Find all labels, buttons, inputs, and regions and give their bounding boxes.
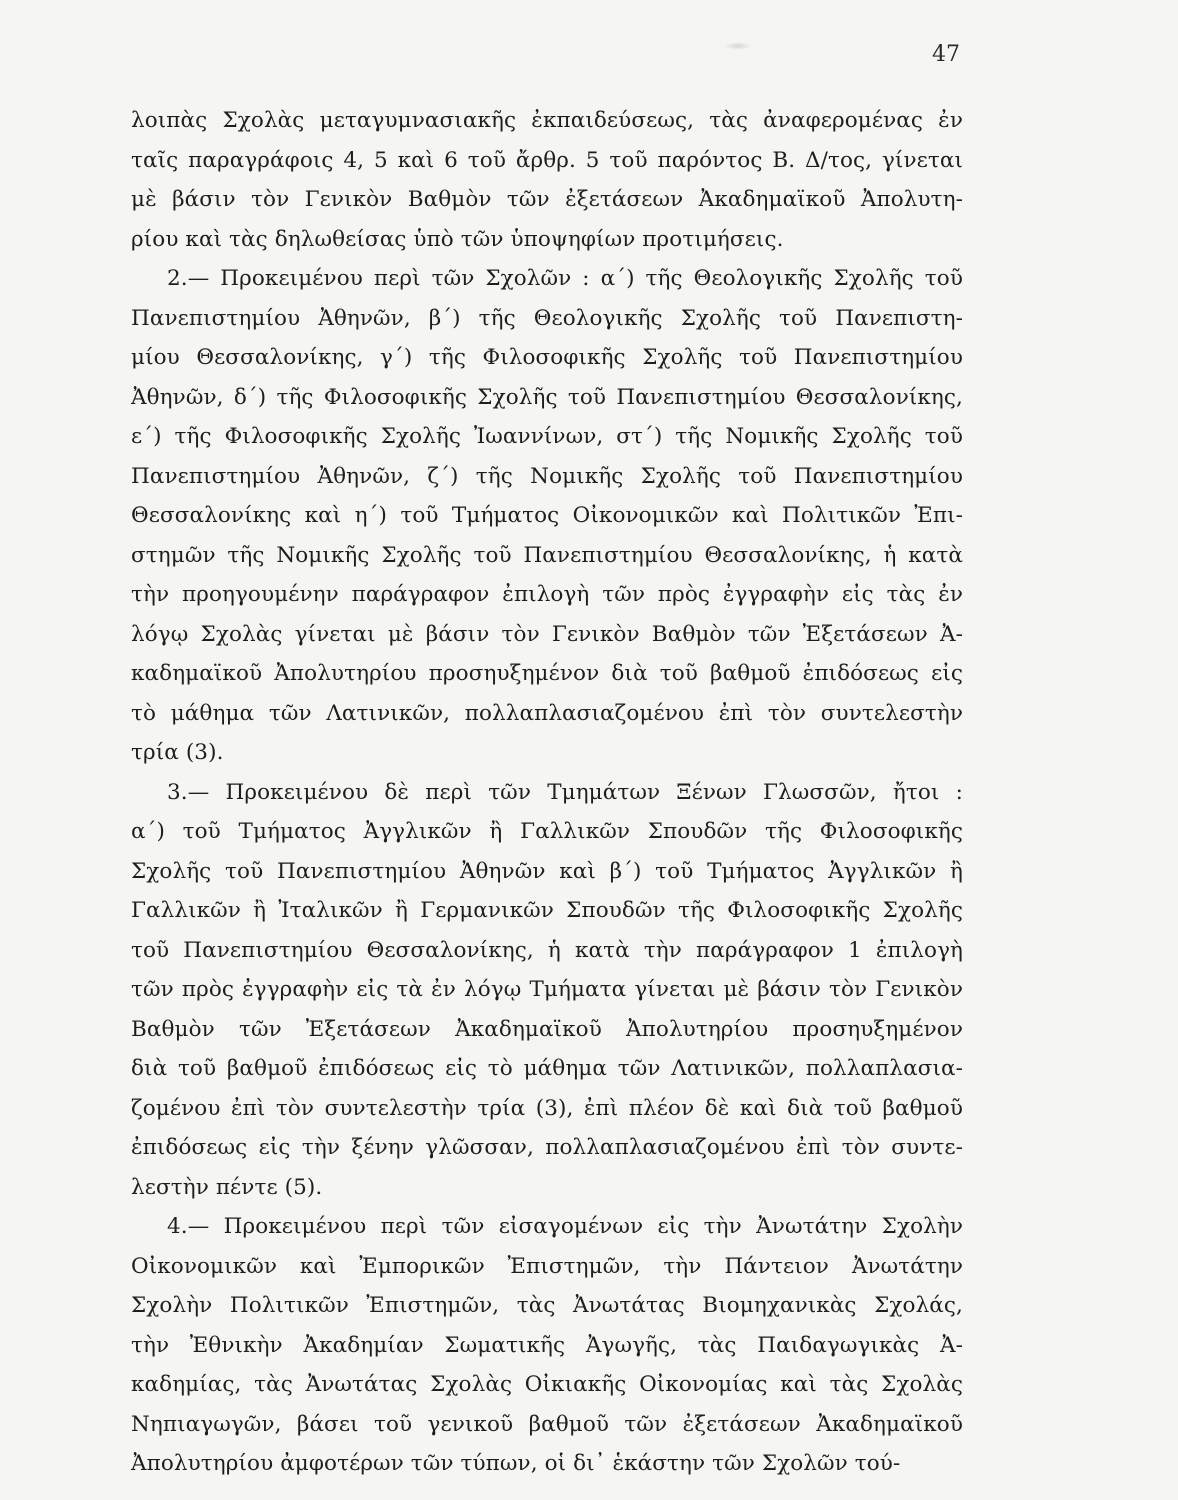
text-line: λεστὴν πέντε (5). bbox=[131, 1174, 323, 1200]
text-line: Νηπιαγωγῶν, βάσει τοῦ γενικοῦ βαθμοῦ τῶν ἐξετάσεων Ἀκαδημαϊκοῦ bbox=[131, 1411, 963, 1437]
text-line: τοῦ Πανεπιστημίου Θεσσαλονίκης, ἡ κατὰ τὴν παράγραφον 1 ἐπιλογὴ bbox=[131, 937, 963, 963]
paragraph-3 bbox=[131, 773, 963, 1208]
text-line: στημῶν τῆς Νομικῆς Σχολῆς τοῦ Πανεπιστημίου Θεσσαλονίκης, ἡ κατὰ bbox=[131, 542, 963, 568]
text-line: ζομένου ἐπὶ τὸν συντελεστὴν τρία (3), ἐπὶ πλέον δὲ καὶ διὰ τοῦ βαθμοῦ bbox=[131, 1095, 963, 1121]
text-line: λοιπὰς Σχολὰς μεταγυμνασιακῆς ἐκπαιδεύσεως, τὰς ἀναφερομένας ἐν bbox=[131, 108, 963, 133]
text-line: 3.— Προκειμένου δὲ περὶ τῶν Τμημάτων Ξένων Γλωσσῶν, ἤτοι : bbox=[167, 779, 963, 805]
text-line: Οἰκονομικῶν καὶ Ἐμπορικῶν Ἐπιστημῶν, τὴν Πάντειον Ἀνωτάτην bbox=[131, 1253, 963, 1279]
page-number: 47 bbox=[932, 42, 960, 67]
text-line: Ἀθηνῶν, δ΄) τῆς Φιλοσοφικῆς Σχολῆς τοῦ Πανεπιστημίου Θεσσαλονίκης, bbox=[131, 384, 963, 410]
text-line: Σχολὴν Πολιτικῶν Ἐπιστημῶν, τὰς Ἀνωτάτας Βιομηχανικὰς Σχολάς, bbox=[131, 1293, 963, 1318]
text-line: ρίου καὶ τὰς δηλωθείσας ὑπὸ τῶν ὑποψηφίων προτιμήσεις. bbox=[131, 226, 784, 252]
text-line: τῶν πρὸς ἐγγραφὴν εἰς τὰ ἐν λόγῳ Τμήματα γίνεται μὲ βάσιν τὸν Γενικὸν bbox=[131, 977, 963, 1002]
text-line: Πανεπιστημίου Ἀθηνῶν, ζ΄) τῆς Νομικῆς Σχολῆς τοῦ Πανεπιστημίου bbox=[131, 463, 963, 489]
body-text bbox=[131, 101, 963, 1484]
text-line: Πανεπιστημίου Ἀθηνῶν, β΄) τῆς Θεολογικῆς Σχολῆς τοῦ Πανεπιστη- bbox=[131, 305, 963, 331]
text-line: διὰ τοῦ βαθμοῦ ἐπιδόσεως εἰς τὸ μάθημα τῶν Λατινικῶν, πολλαπλασια- bbox=[131, 1056, 963, 1081]
paragraph-4 bbox=[131, 1207, 963, 1484]
text-line: τὸ μάθημα τῶν Λατινικῶν, πολλαπλασιαζομένου ἐπὶ τὸν συντελεστὴν bbox=[131, 700, 963, 726]
text-line: μὲ βάσιν τὸν Γενικὸν Βαθμὸν τῶν ἐξετάσεων Ἀκαδημαϊκοῦ Ἀπολυτη- bbox=[131, 187, 963, 212]
text-line: καδημαϊκοῦ Ἀπολυτηρίου προσηυξημένον διὰ τοῦ βαθμοῦ ἐπιδόσεως εἰς bbox=[131, 661, 963, 686]
paragraph-2 bbox=[131, 259, 963, 773]
text-line: 2.— Προκειμένου περὶ τῶν Σχολῶν : α΄) τῆς Θεολογικῆς Σχολῆς τοῦ bbox=[167, 266, 963, 291]
text-line: Ἀπολυτηρίου ἀμφοτέρων τῶν τύπων, οἱ δι᾽ ἑκάστην τῶν Σχολῶν τού- bbox=[131, 1451, 901, 1476]
text-line: μίου Θεσσαλονίκης, γ΄) τῆς Φιλοσοφικῆς Σχολῆς τοῦ Πανεπιστημίου bbox=[131, 345, 963, 370]
text-line: ταῖς παραγράφοις 4, 5 καὶ 6 τοῦ ἄρθρ. 5 τοῦ παρόντος Β. Δ/τος, γίνεται bbox=[131, 147, 963, 173]
text-line: Θεσσαλονίκης καὶ η΄) τοῦ Τμήματος Οἰκονομικῶν καὶ Πολιτικῶν Ἐπι- bbox=[131, 503, 963, 528]
scan-smudge bbox=[724, 42, 752, 50]
text-line: Γαλλικῶν ἢ Ἰταλικῶν ἢ Γερμανικῶν Σπουδῶν τῆς Φιλοσοφικῆς Σχολῆς bbox=[131, 898, 963, 923]
text-line: λόγῳ Σχολὰς γίνεται μὲ βάσιν τὸν Γενικὸν Βαθμὸν τῶν Ἐξετάσεων Ἀ- bbox=[131, 621, 963, 647]
text-line: Σχολῆς τοῦ Πανεπιστημίου Ἀθηνῶν καὶ β΄) τοῦ Τμήματος Ἀγγλικῶν ἢ bbox=[131, 858, 963, 884]
text-line: α΄) τοῦ Τμήματος Ἀγγλικῶν ἢ Γαλλικῶν Σπουδῶν τῆς Φιλοσοφικῆς bbox=[131, 819, 963, 844]
text-line: Βαθμὸν τῶν Ἐξετάσεων Ἀκαδημαϊκοῦ Ἀπολυτηρίου προσηυξημένον bbox=[131, 1016, 963, 1042]
text-line: ἐπιδόσεως εἰς τὴν ξένην γλῶσσαν, πολλαπλασιαζομένου ἐπὶ τὸν συντε- bbox=[131, 1135, 963, 1160]
text-line: τρία (3). bbox=[131, 740, 224, 765]
text-line: καδημίας, τὰς Ἀνωτάτας Σχολὰς Οἰκιακῆς Οἰκονομίας καὶ τὰς Σχολὰς bbox=[131, 1372, 963, 1397]
text-line: τὴν Ἐθνικὴν Ἀκαδημίαν Σωματικῆς Ἀγωγῆς, τὰς Παιδαγωγικὰς Ἀ- bbox=[131, 1332, 963, 1358]
text-line: ε΄) τῆς Φιλοσοφικῆς Σχολῆς Ἰωαννίνων, στ΄) τῆς Νομικῆς Σχολῆς τοῦ bbox=[131, 424, 963, 449]
text-line: τὴν προηγουμένην παράγραφον ἐπιλογὴ τῶν πρὸς ἐγγραφὴν εἰς τὰς ἐν bbox=[131, 582, 963, 607]
text-line: 4.— Προκειμένου περὶ τῶν εἰσαγομένων εἰς τὴν Ἀνωτάτην Σχολὴν bbox=[167, 1214, 963, 1239]
paragraph-1 bbox=[131, 101, 963, 259]
